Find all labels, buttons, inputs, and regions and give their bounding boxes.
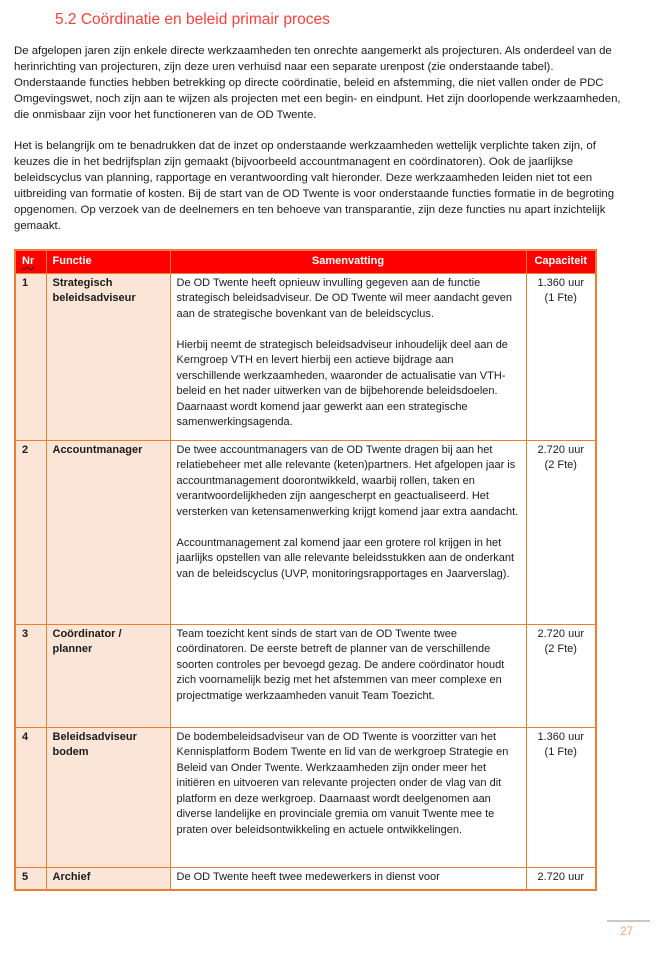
cell-samenvatting — [170, 440, 526, 624]
table-header-row — [15, 250, 596, 273]
summary-paragraph: De bodembeleidsadviseur van de OD Twente is voorzitter van het Kennisplatform Bodem Twente en lid van de werkgroep Strategie en Beleid van Onder Twente. Werkzaamheden zijn onder meer het initiëren en uitvoeren van relevante projecten onder de vlag van dit platform en deze werkgroep. Daarnaast wordt deelgenomen aan diverse landelijke en provinciale gremia om vanuit Twente mee te praten over beleidsontwikkeling en actuele ontwikkelingen. — [176, 730, 509, 836]
capacity-fte: (2 Fte) — [544, 459, 577, 471]
capacity-hours: 1.360 uur — [537, 730, 584, 743]
cell-samenvatting — [170, 727, 526, 867]
table-row — [15, 867, 596, 890]
summary-paragraph: De twee accountmanagers van de OD Twente dragen bij aan het relatiebeheer met alle relevante (keten)partners. Het afgelopen jaar is accountmanagement doorontwikkeld, waarbij rollen, taken en verantwoordelijkheden zijn aangescherpt en geactualiseerd. Het versterken van ketensamenwerking krijgt komend jaar extra aandacht. — [176, 443, 519, 518]
summary-paragraph: Accountmanagement zal komend jaar een grotere rol krijgen in het jaarlijks opstellen van alle relevante beleidsstukken aan de onderkant van de beleidscyclus (UVP, monitoringsrapportages en Jaarverslag). — [176, 536, 515, 580]
intro-paragraph-2: Het is belangrijk om te benadrukken dat de inzet op onderstaande werkzaamheden wettelijk verplichte taken zijn, of keuzes die in het bedrijfsplan zijn gemaakt (bijvoorbeeld accountmanagent en coördinatoren). Ook de jaarlijkse beleidscyclus van planning, rapportage en verantwoording valt hieronder. Deze werkzaamheden leiden niet tot een uitbreiding van formatie of kosten. Bij de start van de OD Twente is voor onderstaande functies formatie in de begroting opgenomen. Op verzoek van de deelnemers en ten behoeve van transparantie, zijn deze functies nu apart inzichtelijk gemaakt. — [14, 140, 615, 232]
capacity-hours: 2.720 uur — [537, 443, 584, 456]
column-header-capaciteit: Capaciteit — [526, 250, 596, 273]
cell-samenvatting — [170, 867, 526, 890]
cell-functie: Coördinator / planner — [46, 624, 170, 727]
table-row — [15, 727, 596, 867]
cell-capaciteit — [526, 624, 596, 727]
summary-paragraph: De OD Twente heeft twee medewerkers in dienst voor — [176, 870, 440, 883]
table-row — [15, 624, 596, 727]
cell-nr: 1 — [15, 273, 46, 440]
section-heading: 5.2 Coördinatie en beleid primair proces — [55, 11, 330, 28]
cell-samenvatting — [170, 273, 526, 440]
cell-nr: 3 — [15, 624, 46, 727]
footer-rule — [607, 920, 650, 922]
nr-header-label: Nr — [22, 255, 35, 267]
capacity-fte: (2 Fte) — [544, 643, 577, 655]
cell-samenvatting — [170, 624, 526, 727]
column-header-functie: Functie — [46, 250, 170, 273]
cell-functie: Archief — [46, 867, 170, 890]
page-number: 27 — [620, 926, 633, 938]
capacity-fte: (1 Fte) — [544, 746, 577, 758]
summary-paragraph: Hierbij neemt de strategisch beleidsadviseur inhoudelijk deel aan de Kerngroep VTH en levert hierbij een actieve bijdrage aan verschillende werkzaamheden, waaronder de actualisatie van VTH-beleid en het nader uitwerken van de bijbehorende beleidsdoelen. Daarnaast wordt komend jaar gewerkt aan een strategische samenwerkingsagenda. — [176, 338, 508, 428]
cell-capaciteit — [526, 867, 596, 890]
cell-capaciteit — [526, 440, 596, 624]
intro-paragraph-1: De afgelopen jaren zijn enkele directe werkzaamheden ten onrechte aangemerkt als projecturen. Als onderdeel van de herinrichting van projecturen, zijn deze uren verhuisd naar een separate urenpost (zie onderstaande tabel). Onderstaande functies hebben betrekking op directe coördinatie, beleid en afstemming, die niet vallen onder de PDC Omgevingswet, noch zijn aan te wijzen als projecten met een begin- en eindpunt. Het zijn doorlopende werkzaamheden, die onmisbaar zijn voor het functioneren van de OD Twente. — [14, 45, 621, 121]
cell-functie: Accountmanager — [46, 440, 170, 624]
cell-functie: Strategisch beleidsadviseur — [46, 273, 170, 440]
cell-nr: 2 — [15, 440, 46, 624]
functions-table — [14, 249, 597, 891]
cell-nr: 5 — [15, 867, 46, 890]
summary-paragraph: De OD Twente heeft opnieuw invulling gegeven aan de functie strategisch beleidsadviseur. De OD Twente wil meer aandacht geven aan de strategische bovenkant van de beleidscyclus. — [176, 276, 512, 320]
column-header-nr — [15, 250, 46, 273]
cell-nr: 4 — [15, 727, 46, 867]
cell-capaciteit — [526, 727, 596, 867]
summary-paragraph: Team toezicht kent sinds de start van de OD Twente twee coördinatoren. De eerste betreft de planner van de verschillende soorten controles per bevoegd gezag. De andere coördinator houdt zich voornamelijk bezig met het afstemmen van meer complexe en projectmatige werkzaamheden vanuit Team Toezicht. — [176, 627, 505, 702]
capacity-hours: 2.720 uur — [537, 870, 584, 883]
capacity-fte: (1 Fte) — [544, 292, 577, 304]
capacity-hours: 1.360 uur — [537, 276, 584, 289]
cell-capaciteit — [526, 273, 596, 440]
table-row — [15, 273, 596, 440]
column-header-samenvatting: Samenvatting — [170, 250, 526, 273]
capacity-hours: 2.720 uur — [537, 627, 584, 640]
cell-functie: Beleidsadviseur bodem — [46, 727, 170, 867]
table-row — [15, 440, 596, 624]
